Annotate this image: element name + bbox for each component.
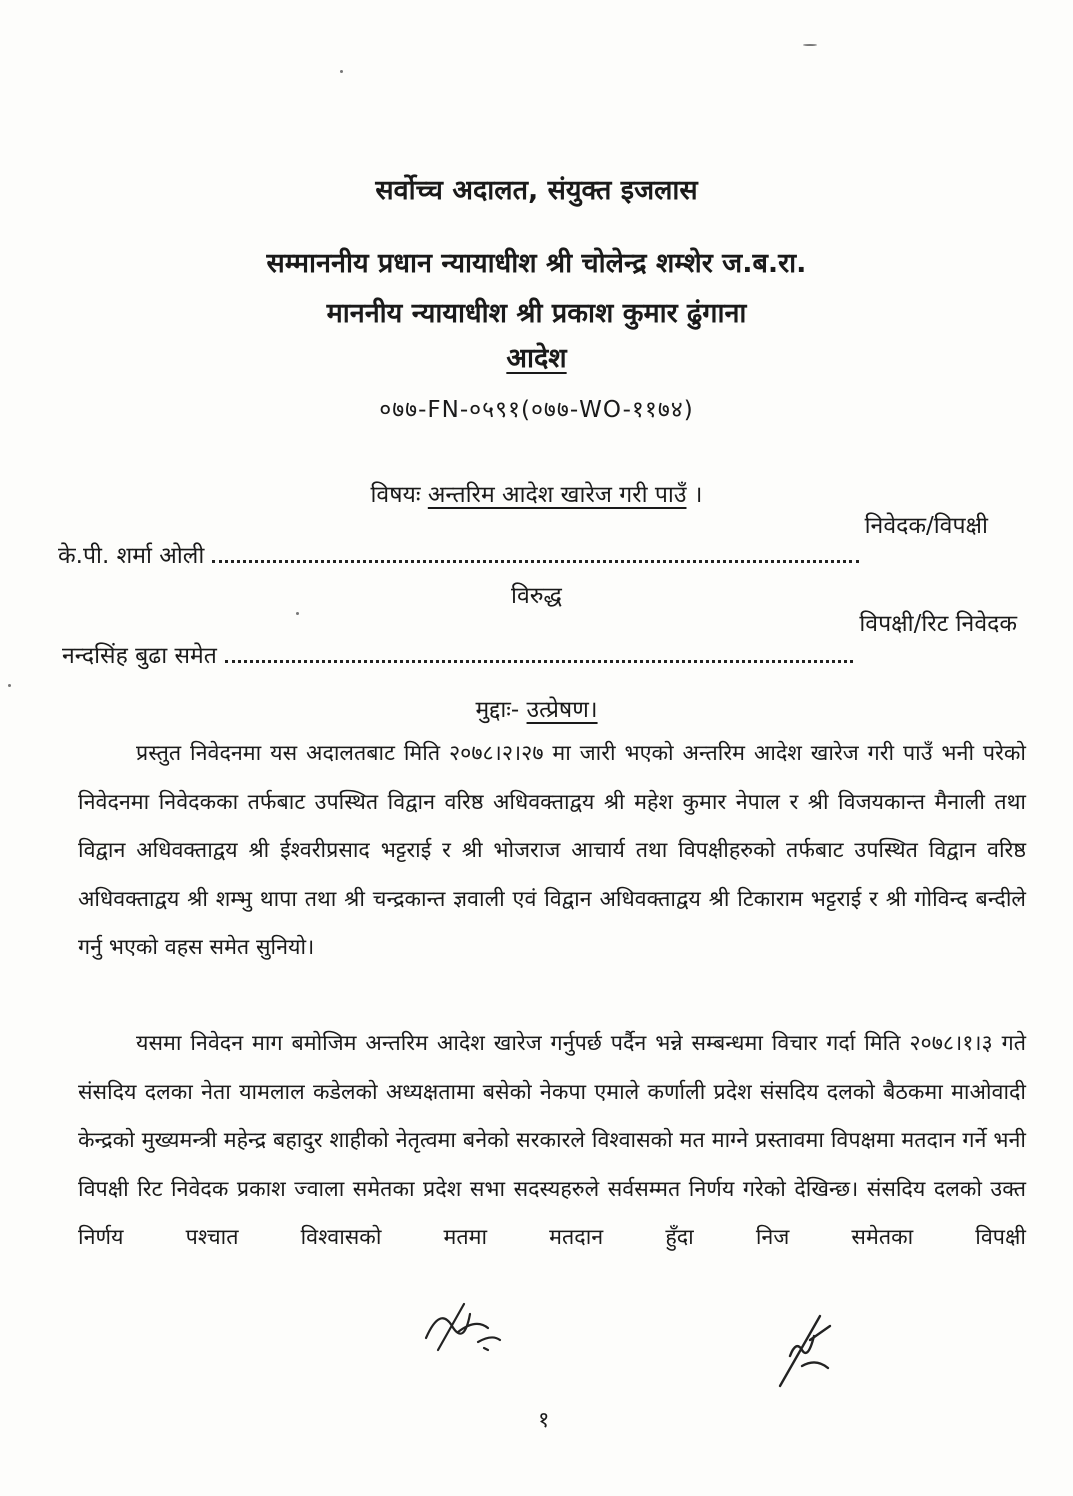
matter-text: उत्प्रेषण। bbox=[526, 697, 598, 723]
respondent-role: विपक्षी/रिट निवेदक bbox=[859, 611, 1017, 637]
matter-label: मुद्दाः- bbox=[475, 697, 520, 723]
matter-line bbox=[0, 692, 1073, 724]
petitioner-role: निवेदक/विपक्षी bbox=[864, 513, 988, 539]
order-paragraph-1: प्रस्तुत निवेदनमा यस अदालतबाट मिति २०७८।२।२७ मा जारी भएको अन्तरिम आदेश खारेज गरी पाउँ भनी परेको निवेदनमा निवेदकका तर्फबाट उपस्थित विद्वान वरिष्ठ अधिवक्ताद्वय श्री महेश कुमार नेपाल र श्री विजयकान्त मैनाली तथा विद्वान अधिवक्ताद्वय श्री ईश्वरीप्रसाद भट्टराई र श्री भोजराज आचार्य तथा विपक्षीहरुको तर्फबाट उपस्थित विद्वान वरिष्ठ अधिवक्ताद्वय श्री शम्भु थापा तथा श्री चन्द्रकान्त ज्ञवाली एवं विद्वान अधिवक्ताद्वय श्री टिकाराम भट्टराई र श्री गोविन्द बन्दीले गर्नु भएको वहस समेत सुनियो। bbox=[78, 741, 1026, 960]
court-name: सर्वोच्च अदालत, संयुक्त इजलास bbox=[375, 175, 698, 206]
signature-1-icon bbox=[418, 1298, 508, 1358]
subject-label: विषयः bbox=[370, 482, 421, 508]
case-number: ०७७-FN-०५९१(०७७-WO-११७४) bbox=[379, 397, 694, 423]
subject-end: । bbox=[693, 482, 703, 508]
order-paragraph-2: यसमा निवेदन माग बमोजिम अन्तरिम आदेश खारेज गर्नुपर्छ पर्दैन भन्ने सम्बन्धमा विचार गर्दा मिति २०७८।१।३ गते संसदिय दलका नेता यामलाल कडेलको अध्यक्षतामा बसेको नेकपा एमाले कर्णाली प्रदेश संसदिय दलको बैठकमा माओवादी केन्द्रको मुख्यमन्त्री महेन्द्र बहादुर शाहीको नेतृत्वमा बनेको सरकारले विश्वासको मत माग्ने प्रस्तावमा विपक्षमा मतदान गर्ने भनी विपक्षी रिट निवेदक प्रकाश ज्वाला समेतका प्रदेश सभा सदस्यहरुले सर्वसम्मत निर्णय गरेको देखिन्छ। संसदिय दलको उक्त निर्णय पश्चात विश्वासको मतमा मतदान हुँदा निज समेतका विपक्षी bbox=[78, 1031, 1026, 1250]
versus-label: विरुद्ध bbox=[511, 583, 562, 609]
petitioner-name: के.पी. शर्मा ओली bbox=[58, 543, 205, 569]
leader-dots bbox=[225, 660, 853, 663]
signature-2-icon bbox=[772, 1306, 842, 1396]
scan-speck bbox=[803, 44, 817, 46]
subject-line bbox=[0, 477, 1073, 509]
doc-type-label: आदेश bbox=[506, 343, 567, 374]
justice-line: माननीय न्यायाधीश श्री प्रकाश कुमार ढुंगाना bbox=[326, 298, 747, 329]
respondent-name: नन्दसिंह बुढा समेत bbox=[62, 643, 217, 669]
respondent-row bbox=[62, 606, 1017, 670]
scan-speck bbox=[8, 684, 11, 687]
scan-speck bbox=[296, 612, 299, 615]
chief-justice-line: सम्माननीय प्रधान न्यायाधीश श्री चोलेन्द्र शम्शेर ज.ब.रा. bbox=[266, 248, 807, 279]
scan-speck bbox=[340, 70, 343, 73]
subject-text: अन्तरिम आदेश खारेज गरी पाउँ bbox=[427, 482, 687, 508]
page-number: १ bbox=[538, 1408, 550, 1433]
leader-dots bbox=[212, 560, 858, 563]
petitioner-row bbox=[58, 508, 988, 570]
doc-type-title bbox=[0, 338, 1073, 375]
